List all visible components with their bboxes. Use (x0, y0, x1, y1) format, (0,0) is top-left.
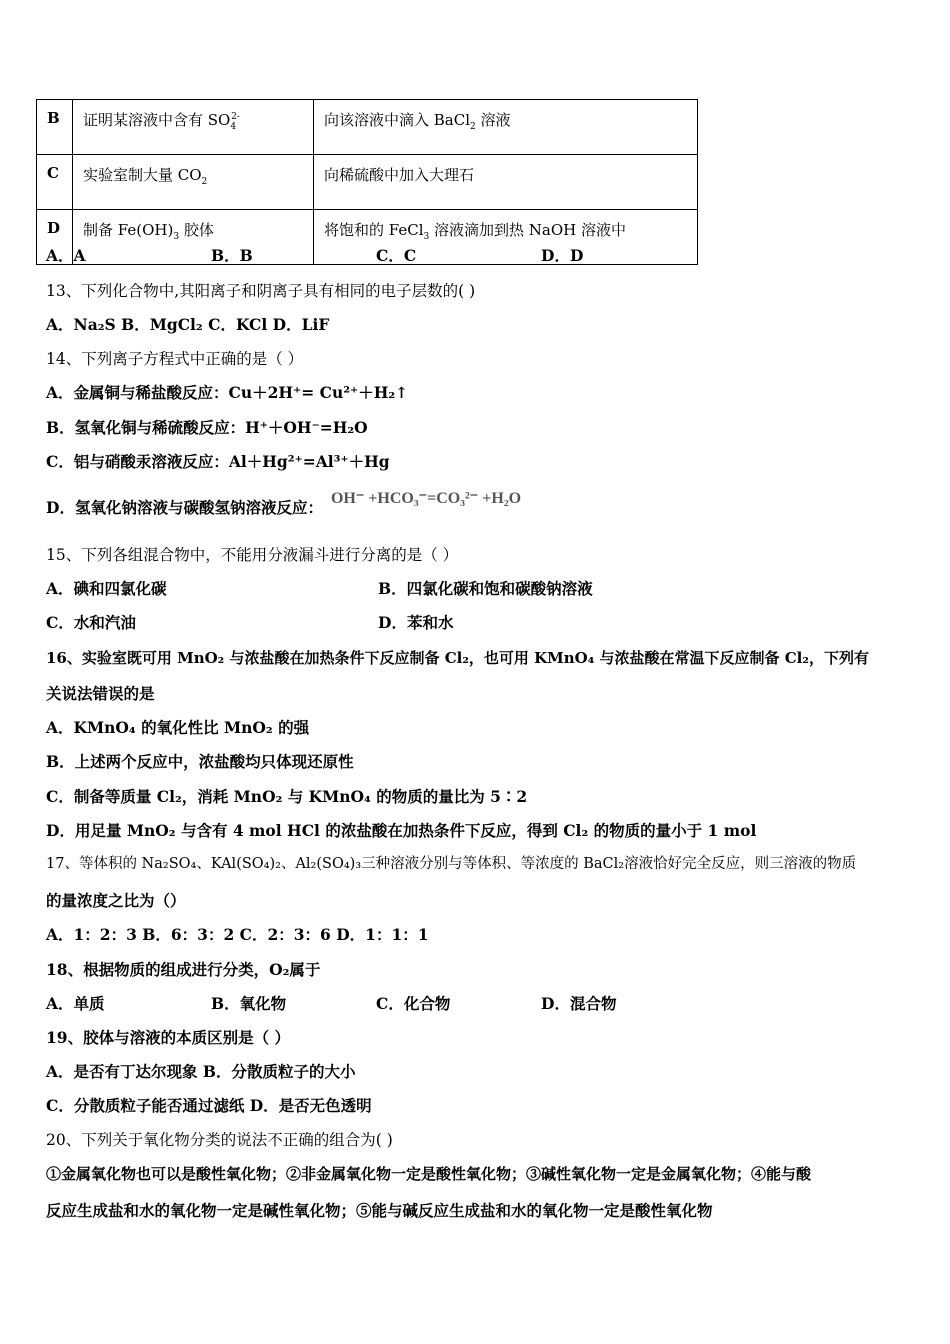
q16-option-b: B．上述两个反应中，浓盐酸均只体现还原性 (46, 752, 354, 771)
q20-statements-line2: 反应生成盐和水的氧化物一定是碱性氧化物；⑤能与碱反应生成盐和水的氧化物一定是酸性氧化物 (46, 1201, 713, 1220)
row-purpose: 实验室制大量 $CO_2$ (73, 155, 314, 210)
option-d: D．混合物 (541, 994, 617, 1013)
q19-options-ab: A．是否有丁达尔现象 B．分散质粒子的大小 (46, 1062, 356, 1081)
option-a: A．碘和四氯化碳 (46, 579, 167, 598)
row-purpose: 证明某溶液中含有 $SO_4^{2-}$ (73, 100, 314, 155)
option-b[interactable]: B．B (211, 246, 253, 265)
ionic-equation: OH⁻ +HCO₃⁻=CO₃²⁻ +H₂O (330, 490, 522, 507)
q15-stem: 15、下列各组混合物中，不能用分液漏斗进行分离的是（ ） (46, 546, 459, 564)
option-b: B．氧化物 (211, 994, 287, 1013)
q20-stem: 20、下列关于氧化物分类的说法不正确的组合为( ) (46, 1131, 393, 1149)
q15-options-ab (46, 579, 593, 601)
option-c: C．化合物 (376, 994, 451, 1013)
q16-option-a: A．KMnO₄ 的氧化性比 MnO₂ 的强 (46, 718, 310, 737)
table-row (37, 100, 698, 155)
q18-options (46, 994, 616, 1016)
q12-answer-options (46, 246, 583, 268)
q16-stem-line2: 关说法错误的是 (46, 684, 155, 703)
q14-option-c: C．铝与硝酸汞溶液反应：Al＋Hg²⁺=Al³⁺＋Hg (46, 452, 390, 471)
option-d: D．苯和水 (378, 613, 454, 632)
q14-option-d: D．氢氧化钠溶液与碳酸氢钠溶液反应： OH⁻ +HCO₃⁻=CO₃²⁻ +H₂O (46, 490, 522, 517)
q14-option-a: A．金属铜与稀盐酸反应：Cu＋2H⁺= Cu²⁺＋H₂↑ (46, 383, 409, 402)
q13-stem: 13、下列化合物中,其阳离子和阴离子具有相同的电子层数的( ) (46, 282, 476, 300)
q18-stem: 18、根据物质的组成进行分类，O₂属于 (46, 960, 321, 979)
row-letter: C (37, 155, 73, 210)
q19-stem: 19、胶体与溶液的本质区别是（ ） (46, 1028, 290, 1047)
q19-options-cd: C．分散质粒子能否通过滤纸 D．是否无色透明 (46, 1096, 372, 1115)
q20-statements-line1: ①金属氧化物也可以是酸性氧化物；②非金属氧化物一定是酸性氧化物；③碱性氧化物一定是金属氧化物；④能与酸 (46, 1165, 812, 1183)
row-letter: D (37, 210, 73, 265)
table-row (37, 155, 698, 210)
row-method: 向该溶液中滴入 BaCl$_2$ 溶液 (314, 100, 698, 155)
option-b: B．四氯化碳和饱和碳酸钠溶液 (378, 579, 593, 598)
q13-options: A．Na₂S B．MgCl₂ C．KCl D．LiF (46, 315, 330, 334)
option-c[interactable]: C．C (376, 246, 417, 265)
option-d[interactable]: D．D (541, 246, 584, 265)
q14-stem: 14、下列离子方程式中正确的是（ ） (46, 350, 304, 368)
q16-option-d: D．用足量 MnO₂ 与含有 4 mol HCl 的浓盐酸在加热条件下反应，得到 Cl₂ 的物质的量小于 1 mol (46, 821, 757, 840)
q15-options-cd (46, 613, 453, 635)
option-a: A．单质 (46, 994, 105, 1013)
option-a[interactable]: A．A (46, 246, 86, 265)
q16-option-c: C．制备等质量 Cl₂，消耗 MnO₂ 与 KMnO₄ 的物质的量比为 5∶2 (46, 787, 528, 806)
option-c: C．水和汽油 (46, 613, 136, 632)
q16-stem-line1: 16、实验室既可用 MnO₂ 与浓盐酸在加热条件下反应制备 Cl₂，也可用 KMnO₄ 与浓盐酸在常温下反应制备 Cl₂，下列有 (46, 649, 869, 667)
experiment-table (36, 99, 698, 265)
row-method: 向稀硫酸中加入大理石 (314, 155, 698, 210)
row-letter: B (37, 100, 73, 155)
row-purpose: 制备 $Fe(OH)_3$ 胶体 (73, 210, 314, 265)
q17-stem-line1: 17、等体积的 Na₂SO₄、KAl(SO₄)₂、Al₂(SO₄)₃三种溶液分别与等体积、等浓度的 BaCl₂溶液恰好完全反应，则三溶液的物质 (46, 856, 857, 872)
row-method: 将饱和的 FeCl$_3$ 溶液滴加到热 NaOH 溶液中 (314, 210, 698, 265)
q17-options: A．1：2：3 B．6：3：2 C．2：3：6 D．1：1：1 (46, 925, 429, 944)
q14-option-b: B．氢氧化铜与稀硫酸反应：H⁺＋OH⁻=H₂O (46, 418, 368, 437)
q17-stem-line2: 的量浓度之比为（） (46, 891, 186, 910)
